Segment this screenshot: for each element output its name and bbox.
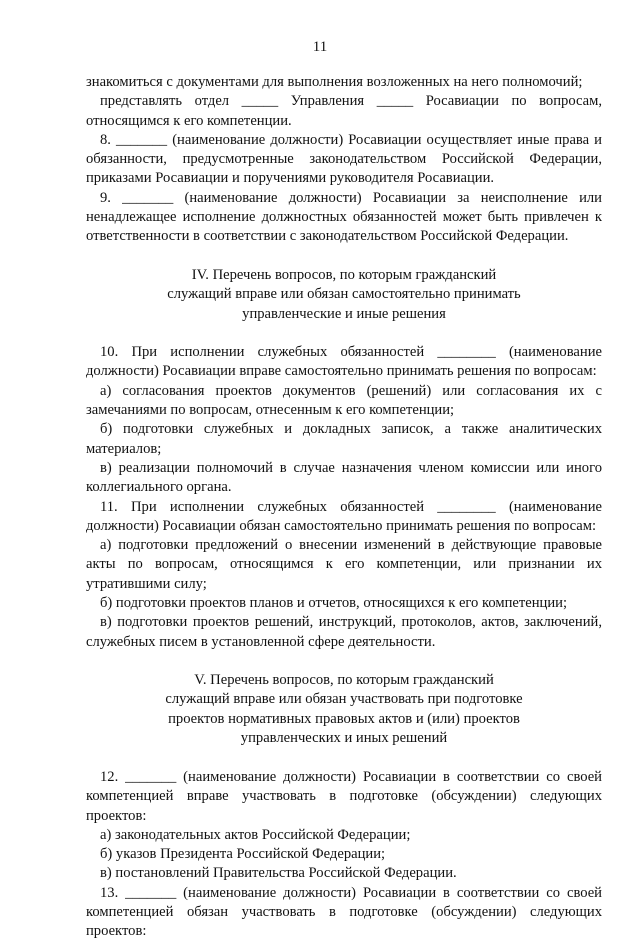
paragraph-item-9: 9. _______ (наименование должности) Росавиации за неисполнение или ненадлежащее исполнение должностных обязанностей может быть привлечен к ответственности в соответствии с законодательством Российской Федерации.	[86, 189, 602, 245]
paragraph-item-13: 13. _______ (наименование должности) Росавиации в соответствии со своей компетенцией обязан участвовать в подготовке (обсуждении) следующих проектов:	[86, 884, 602, 940]
heading-line: управленческие и иные решения	[242, 305, 446, 322]
heading-line: IV. Перечень вопросов, по которым гражданский	[191, 266, 497, 283]
page-number: 11	[312, 39, 328, 55]
document-body	[86, 73, 602, 942]
section-heading-v	[86, 671, 602, 749]
paragraph-item-8: 8. _______ (наименование должности) Росавиации осуществляет иные права и обязанности, предусмотренные законодательством Российской Федерации, приказами Росавиации и поручениями руководителя Росавиации.	[86, 131, 602, 187]
paragraph: представлять отдел _____ Управления _____ Росавиации по вопросам, относящимся к его компетенции.	[86, 93, 602, 129]
heading-line: проектов нормативных правовых актов и (или) проектов	[168, 710, 520, 727]
heading-line: V. Перечень вопросов, по которым гражданский	[194, 671, 494, 688]
list-item: б) указов Президента Российской Федерации;	[100, 846, 386, 863]
list-item: а) согласования проектов документов (решений) или согласования их с замечаниями по вопросам, отнесенным к его компетенции;	[86, 382, 602, 419]
heading-line: служащий вправе или обязан самостоятельно принимать	[167, 286, 521, 303]
list-item: в) подготовки проектов решений, инструкций, протоколов, актов, заключений, служебных писем в установленной сфере деятельности.	[86, 614, 602, 650]
list-item: в) реализации полномочий в случае назначения членом комиссии или иного коллегиального органа.	[86, 459, 602, 496]
paragraph-item-11: 11. При исполнении служебных обязанностей ________ (наименование должности) Росавиации обязан самостоятельно принимать решения по вопросам:	[86, 498, 602, 534]
section-heading-iv	[86, 266, 602, 325]
heading-line: служащий вправе или обязан участвовать при подготовке	[165, 691, 523, 708]
list-item: а) законодательных актов Российской Федерации;	[100, 826, 411, 843]
list-item: б) подготовки служебных и докладных записок, а также аналитических материалов;	[86, 421, 602, 457]
list-item: б) подготовки проектов планов и отчетов, относящихся к его компетенции;	[100, 595, 568, 612]
list-item: а) подготовки предложений о внесении изменений в действующие правовые акты по вопросам, относящимся к его компетенции, или признании их утратившими силу;	[86, 537, 602, 592]
list-item: в) постановлений Правительства Российской Федерации.	[100, 865, 457, 882]
paragraph-item-10: 10. При исполнении служебных обязанностей ________ (наименование должности) Росавиации вправе самостоятельно принимать решения по вопросам:	[86, 344, 602, 380]
paragraph: знакомиться с документами для выполнения возложенных на него полномочий;	[86, 74, 583, 90]
heading-line: управленческих и иных решений	[240, 730, 448, 747]
paragraph-item-12: 12. _______ (наименование должности) Росавиации в соответствии со своей компетенцией вправе участвовать в подготовке (обсуждении) следующих проектов:	[86, 768, 602, 824]
